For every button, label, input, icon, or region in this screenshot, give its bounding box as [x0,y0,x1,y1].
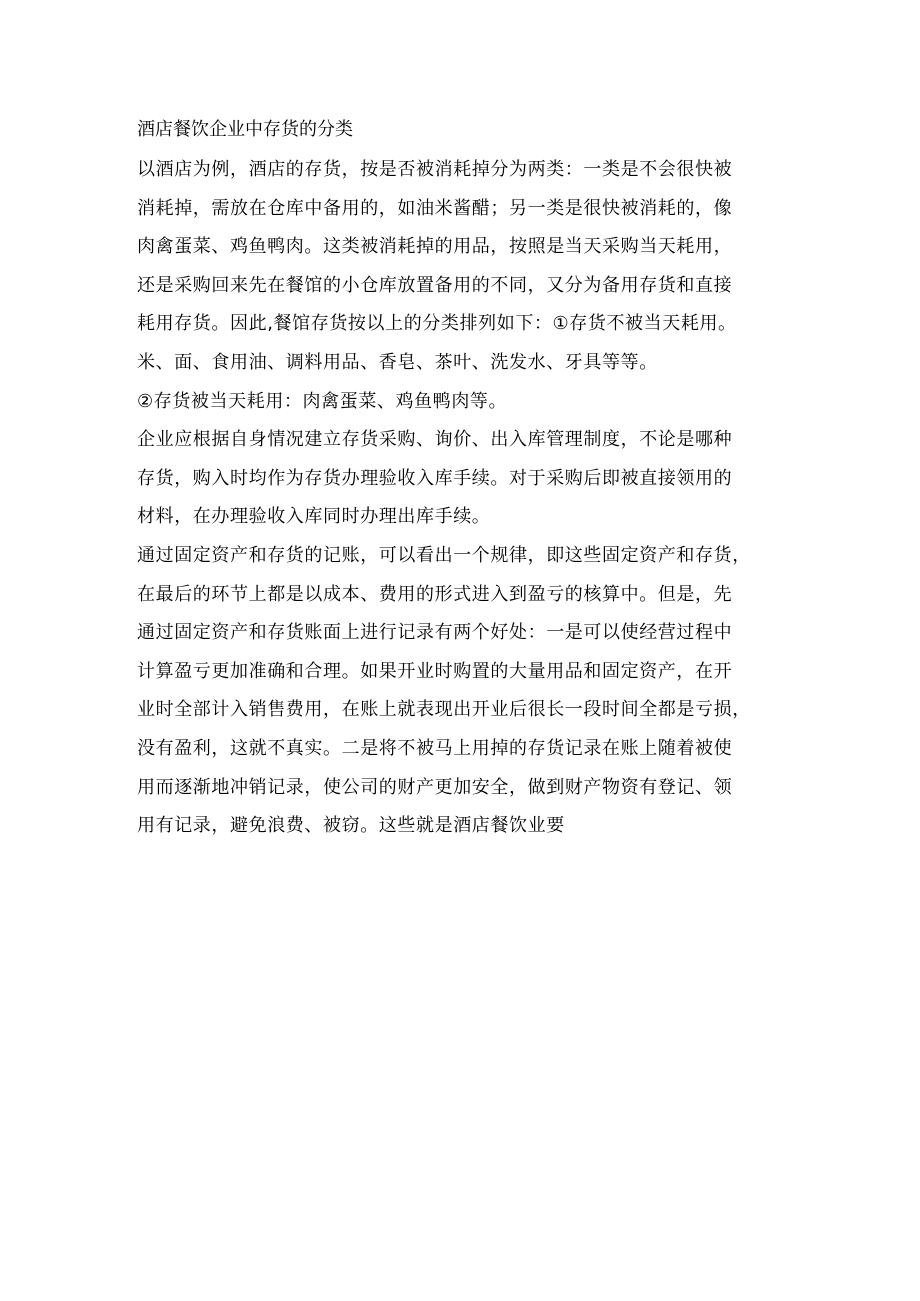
text-line: 计算盈亏更加准确和合理。如果开业时购置的大量用品和固定资产，在开 [137,660,733,682]
text-line: 通过固定资产和存货的记账，可以看出一个规律，即这些固定资产和存货， [137,544,751,566]
text-line: 存货，购入时均作为存货办理验收入库手续。对于采购后即被直接领用的 [137,467,733,489]
text-line: 用而逐渐地冲销记录，使公司的财产更加安全，做到财产物资有登记、领 [137,776,733,798]
text-line: 通过固定资产和存货账面上进行记录有两个好处：一是可以使经营过程中 [137,622,733,644]
text-line: 还是采购回来先在餐馆的小仓库放置备用的不同，又分为备用存货和直接 [137,274,733,296]
text-line: 肉禽蛋菜、鸡鱼鸭肉。这类被消耗掉的用品，按照是当天采购当天耗用， [137,236,733,258]
text-line: 耗用存货。因此,餐馆存货按以上的分类排列如下：①存货不被当天耗用。 [137,313,737,335]
text-line: 在最后的环节上都是以成本、费用的形式进入到盈亏的核算中。但是，先 [137,583,733,605]
text-line: 以酒店为例，酒店的存货，按是否被消耗掉分为两类：一类是不会很快被 [137,159,733,180]
text-line: 消耗掉，需放在仓库中备用的，如油米酱醋；另一类是很快被消耗的，像 [137,197,733,219]
text-line: 米、面、食用油、调料用品、香皂、茶叶、洗发水、牙具等等。 [137,351,658,373]
text-line: ②存货被当天耗用：肉禽蛋菜、鸡鱼鸭肉等。 [137,390,508,412]
text-line: 没有盈利，这就不真实。二是将不被马上用掉的存货记录在账上随着被使 [137,737,733,759]
document-title: 酒店餐饮企业中存货的分类 [137,119,353,140]
text-line: 企业应根据自身情况建立存货采购、询价、出入库管理制度，不论是哪种 [137,429,733,451]
text-line: 材料，在办理验收入库同时办理出库手续。 [137,506,491,528]
document-body [137,112,797,846]
text-line: 用有记录，避免浪费、被窃。这些就是酒店餐饮业要 [137,815,565,837]
text-line: 业时全部计入销售费用，在账上就表现出开业后很长一段时间全都是亏损， [137,699,751,721]
